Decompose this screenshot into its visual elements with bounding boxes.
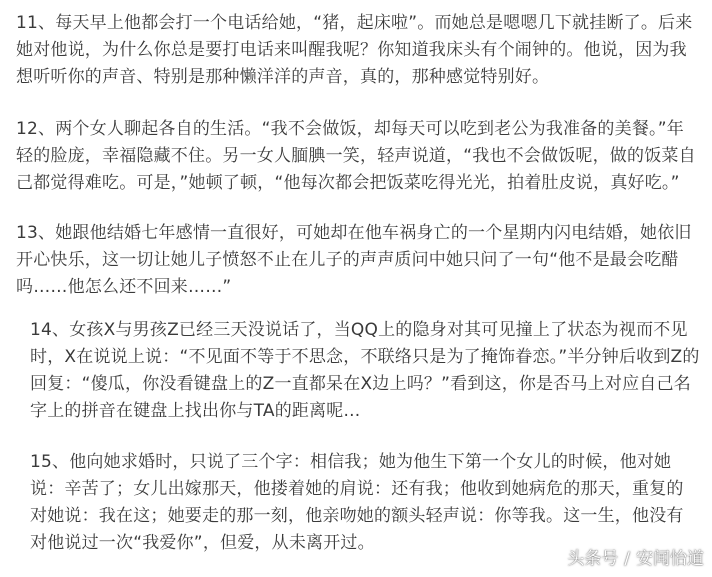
watermark-platform: 头条号 <box>567 549 619 569</box>
paragraph-11: 11、每天早上他都会打一个电话给她，“猪，起床啦”。而她总是嗯嗯几下就挂断了。后来她对他说，为什么你总是要打电话来叫醒我呢？你知道我床头有个闹钟的。他说，因为我想听听你的声音、特别是那种懒洋洋的声音，真的，那种感觉特别好。 <box>16 13 693 87</box>
watermark <box>567 544 704 569</box>
paragraph-13: 13、她跟他结婚七年感情一直很好，可她却在他车祸身亡的一个星期内闪电结婚，她依旧开心快乐，这一切让她儿子愤怒不止在儿子的声声质问中她只问了一句“他不是最会吃醋吗……他怎么还不回来……” <box>16 223 692 297</box>
watermark-author: 安闻怡道 <box>636 549 704 569</box>
paragraph-15: 15、他向她求婚时，只说了三个字：相信我；她为他生下第一个女儿的时候，他对她说：辛苦了；女儿出嫁那天，他搂着她的肩说：还有我；他收到她病危的那天，重复的对她说：我在这；她要走的那一刻，他亲吻她的额头轻声说：你等我。这一生，他没有对他说过一次“我爱你”，但爱，从未离开过。 <box>30 452 684 553</box>
watermark-separator: / <box>624 549 630 569</box>
paragraph-12: 12、两个女人聊起各自的生活。“我不会做饭，却每天可以吃到老公为我准备的美餐。”年轻的脸庞，幸福隐藏不住。另一女人腼腆一笑，轻声说道，“我也不会做饭呢，做的饭菜自己都觉得难吃。可是，”她顿了顿，“他每次都会把饭菜吃得光光，拍着肚皮说，真好吃。” <box>16 119 696 193</box>
paragraph-14: 14、女孩X与男孩Z已经三天没说话了，当QQ上的隐身对其可见撞上了状态为视而不见时，X在说说上说：“不见面不等于不思念，不联络只是为了掩饰眷恋。”半分钟后收到Z的回复：“傻瓜，你没看键盘上的Z一直都呆在X边上吗？”看到这，你是否马上对应自己名字上的拼音在键盘上找出你与TA的距离呢... <box>30 320 700 421</box>
